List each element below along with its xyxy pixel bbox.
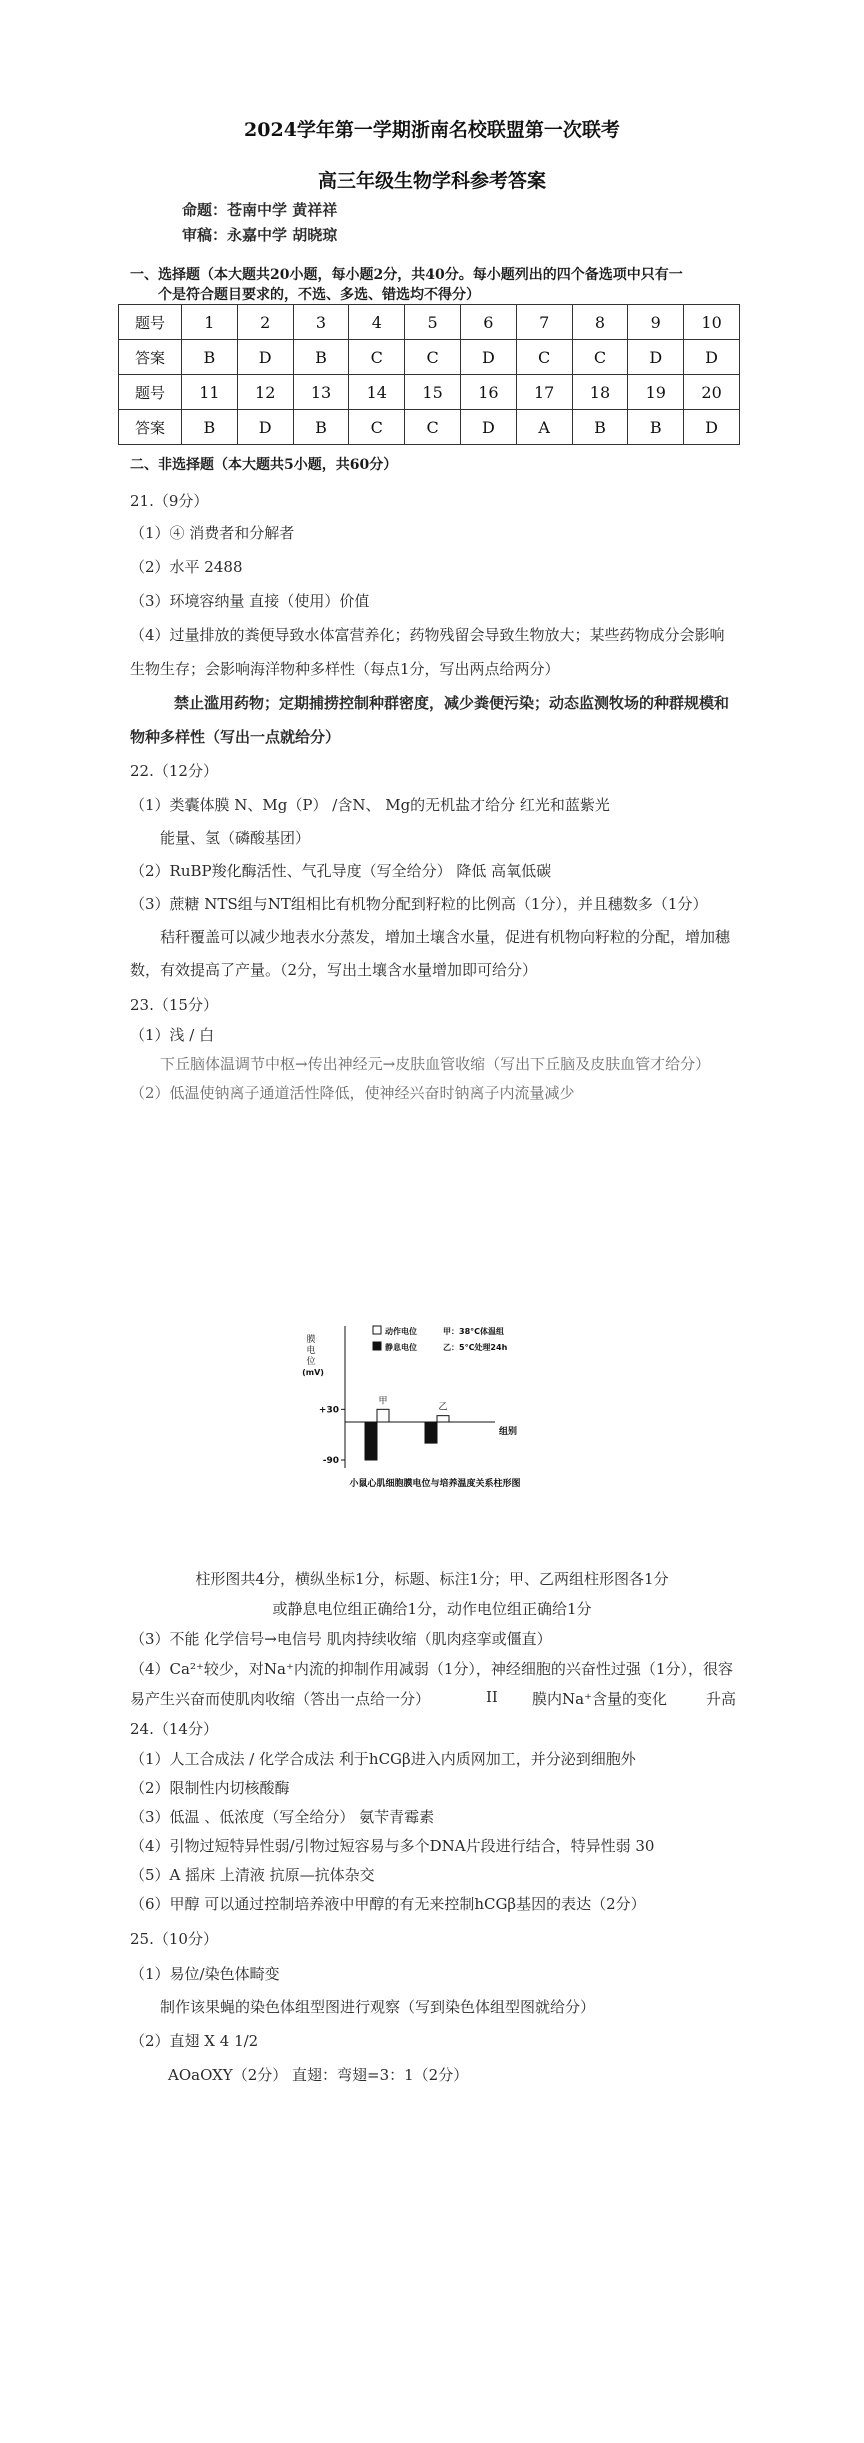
cell: B xyxy=(182,410,238,445)
cell: 15 xyxy=(405,375,461,410)
q25-title: 25.（10分） xyxy=(130,1930,218,1948)
q21-line4b: 生物生存；会影响海洋物种多样性（每点1分，写出两点给两分） xyxy=(130,660,560,678)
exam-title: 2024学年第一学期浙南名校联盟第一次联考 xyxy=(244,119,620,141)
cell: 8 xyxy=(572,305,628,340)
q21-line4a: （4）过量排放的粪便导致水体富营养化；药物残留会导致生物放大；某些药物成分会影响 xyxy=(130,626,725,644)
legend-note-2: 乙：5°C处理24h xyxy=(443,1343,508,1352)
q24-line2: （2）限制性内切核酸酶 xyxy=(130,1779,290,1797)
y-tick-label: +30 xyxy=(318,1405,339,1416)
legend-swatch-rest xyxy=(373,1342,381,1350)
y-axis-unit: (mV) xyxy=(302,1368,324,1377)
legend-label-rest: 静息电位 xyxy=(385,1343,417,1352)
table-row xyxy=(119,375,740,410)
cell: 11 xyxy=(182,375,238,410)
q23-line1: （1）浅 / 白 xyxy=(130,1026,215,1044)
section2-heading: 二、非选择题（本大题共5小题，共60分） xyxy=(130,457,398,473)
cell: D xyxy=(237,410,293,445)
cell: D xyxy=(628,340,684,375)
cell: C xyxy=(405,340,461,375)
y-axis-label: 膜 xyxy=(306,1335,316,1345)
q25-line4: AOaOXY（2分） 直翅：弯翅=3：1（2分） xyxy=(168,2066,469,2084)
cell: C xyxy=(349,410,405,445)
bar-action-1 xyxy=(377,1409,389,1422)
q24-line6: （6）甲醇 可以通过控制培养液中甲醇的有无来控制hCGβ基因的表达（2分） xyxy=(130,1895,646,1913)
cell: 1 xyxy=(182,305,238,340)
label-num: 题号 xyxy=(119,375,182,410)
answer-title: 高三年级生物学科参考答案 xyxy=(317,170,546,192)
reviewer-line: 审稿：永嘉中学 胡晓琼 xyxy=(182,226,338,244)
q21-line2: （2）水平 2488 xyxy=(130,558,243,576)
table-row xyxy=(119,410,740,445)
bar-action-2 xyxy=(437,1416,449,1422)
cell: 12 xyxy=(237,375,293,410)
q23-line4: （3）不能 化学信号→电信号 肌肉持续收缩（肌肉痉挛或僵直） xyxy=(130,1630,552,1648)
category-label-1: 甲 xyxy=(378,1396,388,1407)
q23-chart-note1: 柱形图共4分，横纵坐标1分，标题、标注1分；甲、乙两组柱形图各1分 xyxy=(195,1570,669,1588)
cell: 2 xyxy=(237,305,293,340)
legend-swatch-action xyxy=(373,1326,381,1334)
cell: 7 xyxy=(516,305,572,340)
label-ans: 答案 xyxy=(119,410,182,445)
x-axis-label: 组别 xyxy=(499,1427,518,1437)
bar-resting-2 xyxy=(425,1422,437,1443)
q21-title: 21.（9分） xyxy=(130,492,209,510)
cell: 4 xyxy=(349,305,405,340)
q24-line4: （4）引物过短特异性弱/引物过短容易与多个DNA片段进行结合，特异性弱 30 xyxy=(130,1837,655,1855)
cell: 6 xyxy=(460,305,516,340)
q25-line2: 制作该果蝇的染色体组型图进行观察（写到染色体组型图就给分） xyxy=(160,1998,596,2016)
category-label-2: 乙 xyxy=(438,1402,448,1413)
q23-line5b: 易产生兴奋而使肌肉收缩（答出一点给一分） xyxy=(130,1690,431,1708)
q22-title: 22.（12分） xyxy=(130,762,218,780)
cell: B xyxy=(628,410,684,445)
q21-line5a: 禁止滥用药物；定期捕捞控制种群密度，减少粪便污染；动态监测牧场的种群规模和 xyxy=(174,694,730,712)
cell: 3 xyxy=(293,305,349,340)
y-tick-label: -90 xyxy=(322,1456,339,1466)
cell: 16 xyxy=(460,375,516,410)
q23-line2: 下丘脑体温调节中枢→传出神经元→皮肤血管收缩（写出下丘脑及皮肤血管才给分） xyxy=(160,1055,711,1073)
q23-chart-note2: 或静息电位组正确给1分，动作电位组正确给1分 xyxy=(272,1600,592,1618)
table-row xyxy=(119,305,740,340)
cell: D xyxy=(460,410,516,445)
cell: B xyxy=(182,340,238,375)
cell: 19 xyxy=(628,375,684,410)
q21-line1: （1）④ 消费者和分解者 xyxy=(130,524,295,542)
y-axis-label: 电 xyxy=(306,1346,316,1356)
q23-line5e: 升高 xyxy=(706,1690,737,1708)
q23-title: 23.（15分） xyxy=(130,996,218,1014)
q22-line4: （3）蔗糖 NTS组与NT组相比有机物分配到籽粒的比例高（1分），并且穗数多（1分） xyxy=(130,895,708,913)
cell: 9 xyxy=(628,305,684,340)
label-num: 题号 xyxy=(119,305,182,340)
q22-line2: 能量、氢（磷酸基团） xyxy=(160,829,311,847)
author-line: 命题：苍南中学 黄祥祥 xyxy=(182,201,338,219)
q22-line5b: 数，有效提高了产量。（2分，写出土壤含水量增加即可给分） xyxy=(130,961,538,979)
q24-line3: （3）低温 、低浓度（写全给分） 氨苄青霉素 xyxy=(130,1808,435,1826)
cell: D xyxy=(684,410,740,445)
cell: 14 xyxy=(349,375,405,410)
q25-line1: （1）易位/染色体畸变 xyxy=(130,1965,280,1983)
q23-line5c: II xyxy=(486,1688,498,1706)
cell: 20 xyxy=(684,375,740,410)
cell: C xyxy=(349,340,405,375)
q23-line3: （2）低温使钠离子通道活性降低，使神经兴奋时钠离子内流量减少 xyxy=(130,1084,575,1102)
table-row xyxy=(119,340,740,375)
cell: 17 xyxy=(516,375,572,410)
legend-note-1: 甲：38°C体温组 xyxy=(443,1327,505,1336)
cell: A xyxy=(516,410,572,445)
section1-heading-2: 个是符合题目要求的，不选、多选、错选均不得分） xyxy=(158,287,480,303)
cell: C xyxy=(405,410,461,445)
q21-line3: （3）环境容纳量 直接（使用）价值 xyxy=(130,592,370,610)
membrane-potential-chart xyxy=(295,1318,575,1558)
q23-line5a: （4）Ca²⁺较少，对Na⁺内流的抑制作用减弱（1分），神经细胞的兴奋性过强（1分），很容 xyxy=(130,1660,733,1678)
q21-line5b: 物种多样性（写出一点就给分） xyxy=(130,728,341,746)
cell: B xyxy=(572,410,628,445)
cell: D xyxy=(684,340,740,375)
label-ans: 答案 xyxy=(119,340,182,375)
cell: 10 xyxy=(684,305,740,340)
q22-line5a: 秸秆覆盖可以减少地表水分蒸发，增加土壤含水量，促进有机物向籽粒的分配，增加穗 xyxy=(160,928,731,946)
cell: C xyxy=(516,340,572,375)
cell: B xyxy=(293,410,349,445)
q22-line1: （1）类囊体膜 N、Mg（P） /含N、 Mg的无机盐才给分 红光和蓝紫光 xyxy=(130,796,610,814)
cell: 18 xyxy=(572,375,628,410)
cell: 5 xyxy=(405,305,461,340)
bar-resting-1 xyxy=(365,1422,377,1460)
q22-line3: （2）RuBP羧化酶活性、气孔导度（写全给分） 降低 高氧低碳 xyxy=(130,862,552,880)
q23-line5d: 膜内Na⁺含量的变化 xyxy=(532,1690,667,1708)
chart-title: 小鼠心肌细胞膜电位与培养温度关系柱形图 xyxy=(349,1479,521,1489)
cell: D xyxy=(237,340,293,375)
q25-line3: （2）直翅 X 4 1/2 xyxy=(130,2032,259,2050)
q24-line5: （5）A 摇床 上清液 抗原—抗体杂交 xyxy=(130,1866,375,1884)
legend-label-action: 动作电位 xyxy=(385,1327,417,1336)
q24-title: 24.（14分） xyxy=(130,1720,218,1738)
cell: D xyxy=(460,340,516,375)
q24-line1: （1）人工合成法 / 化学合成法 利于hCGβ进入内质网加工，并分泌到细胞外 xyxy=(130,1750,636,1768)
y-axis-label: 位 xyxy=(306,1357,316,1367)
cell: 13 xyxy=(293,375,349,410)
cell: C xyxy=(572,340,628,375)
answer-table xyxy=(118,304,740,445)
section1-heading-1: 一、选择题（本大题共20小题，每小题2分，共40分。每小题列出的四个备选项中只有一 xyxy=(130,267,683,283)
cell: B xyxy=(293,340,349,375)
